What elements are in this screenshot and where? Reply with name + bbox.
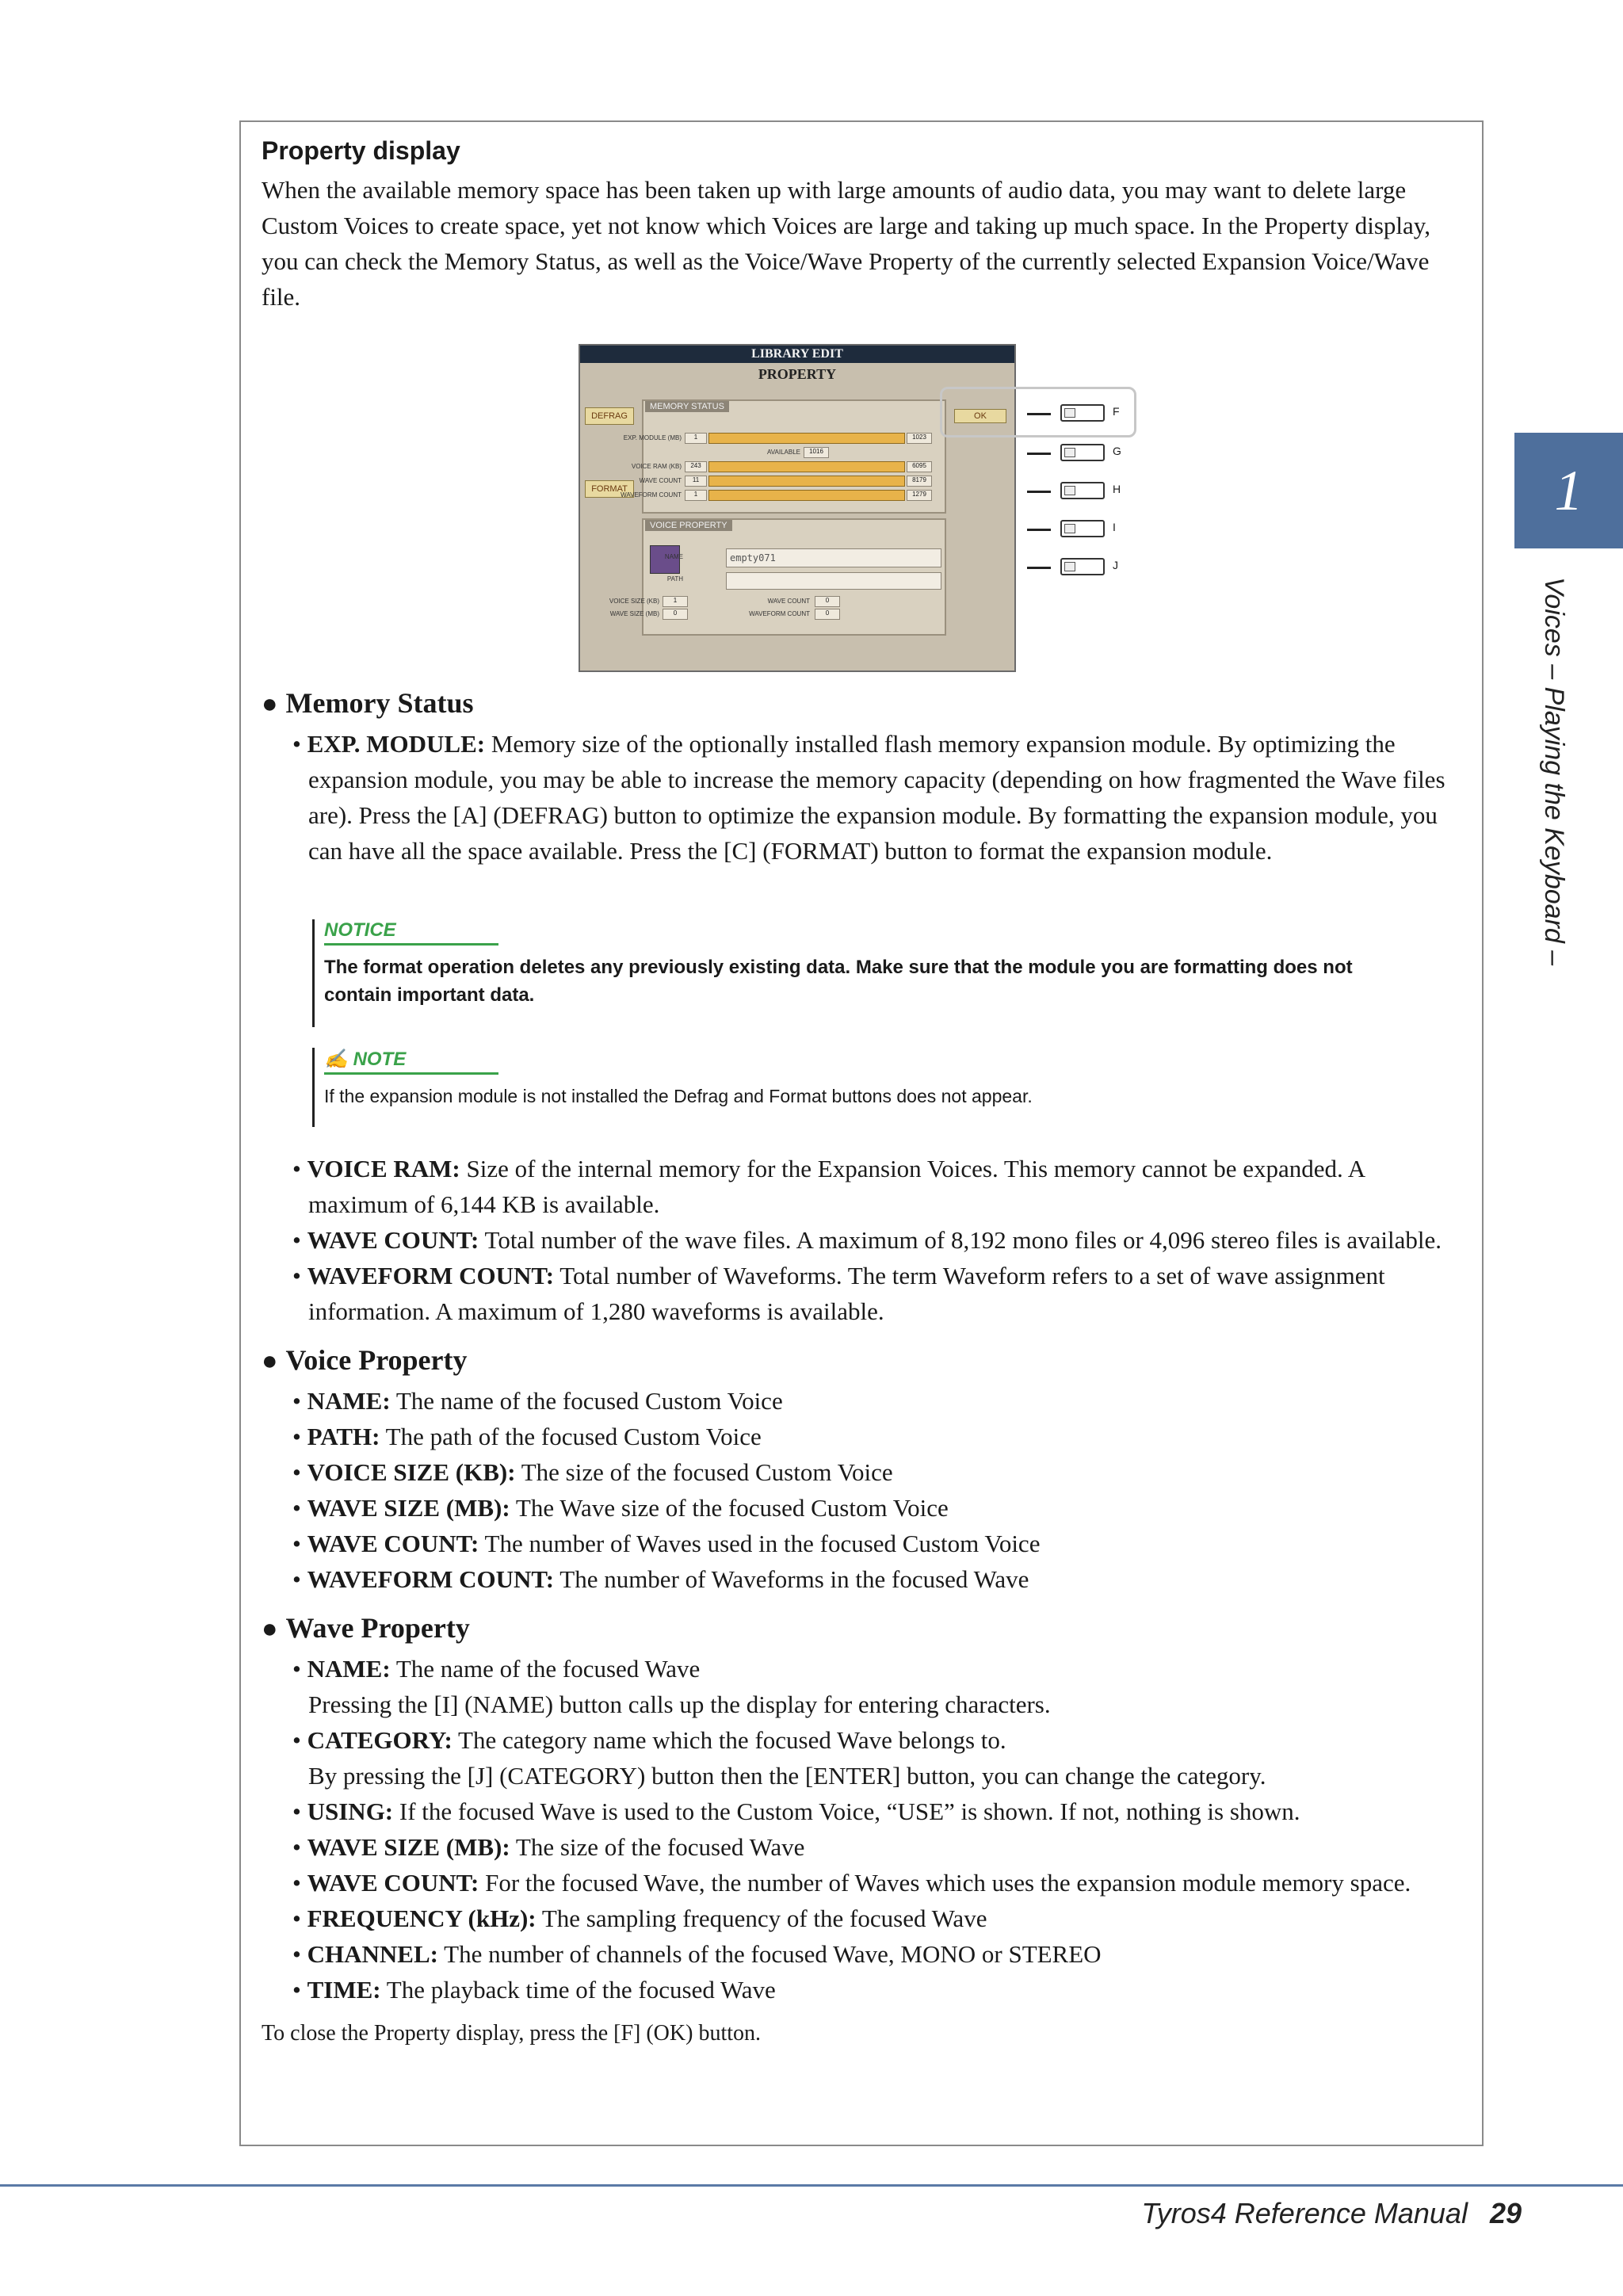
list-item: • WAVEFORM COUNT: Total number of Waveforms. The term Waveform refers to a set of wave assignment information. A maximum of 1,280 waveforms is available. — [292, 1262, 1385, 1325]
wave-count-value: 11 — [685, 476, 707, 487]
intro-text: When the available memory space has been taken up with large amounts of audio data, you may want to delete large Custom Voices to create space, yet not know which Voices are large and taking up much space. In the Property display, you can check the Memory Status, as well as the Voice/Wave Property of the currently selected Expansion Voice/Wave file. — [262, 176, 1431, 311]
list-item: • PATH: The path of the focused Custom Voice — [292, 1423, 762, 1450]
wave-size-value: 0 — [663, 609, 688, 620]
list-item: • WAVEFORM COUNT: The number of Waveforms in the focused Wave — [292, 1565, 1029, 1593]
list-item: • USING: If the focused Wave is used to the Custom Voice, “USE” is shown. If not, nothing is shown. — [292, 1797, 1300, 1825]
wc-label: WAVE COUNT — [767, 598, 810, 605]
list-item: • VOICE SIZE (KB): The size of the focused Custom Voice — [292, 1458, 893, 1486]
memory-status-tab: MEMORY STATUS — [645, 401, 729, 412]
list-item: • CATEGORY: The category name which the focused Wave belongs to. — [292, 1726, 1006, 1754]
waveform-count-value: 1 — [685, 490, 707, 501]
list-item: • WAVE COUNT: The number of Waves used in the focused Custom Voice — [292, 1530, 1041, 1557]
list-item: • WAVE SIZE (MB): The size of the focused Wave — [292, 1833, 805, 1861]
note-label: NOTE — [353, 1049, 407, 1070]
path-field[interactable] — [726, 572, 941, 590]
box-content — [262, 136, 1466, 315]
button-label-h: H — [1113, 483, 1121, 495]
closing-text: To close the Property display, press the [F] (OK) button. — [262, 2021, 761, 2046]
bullet-icon: ● — [262, 690, 278, 719]
wave-count-bar — [708, 476, 905, 487]
wave-count-total: 8179 — [907, 476, 932, 487]
name-field[interactable]: empty071 — [726, 548, 941, 567]
memory-items — [262, 1151, 1466, 2051]
defrag-button[interactable]: DEFRAG — [585, 407, 634, 425]
pencil-icon: ✍ — [324, 1049, 353, 1070]
manual-name: Tyros4 Reference Manual — [1141, 2197, 1468, 2229]
voice-ram-value: 243 — [685, 461, 707, 472]
exp-module-value: 1 — [685, 433, 707, 444]
path-label: PATH — [666, 575, 683, 583]
list-item: • WAVE SIZE (MB): The Wave size of the focused Custom Voice — [292, 1494, 949, 1522]
page-footer — [1141, 2197, 1522, 2230]
list-item: • FREQUENCY (kHz): The sampling frequency of the focused Wave — [292, 1904, 987, 1932]
voice-property-tab: VOICE PROPERTY — [645, 520, 732, 531]
waveform-count-bar — [708, 490, 905, 501]
chapter-number: 1 — [1514, 433, 1623, 548]
wfc-label: WAVEFORM COUNT — [749, 610, 810, 617]
notice-text-line2: contain important data. — [324, 984, 535, 1006]
voice-size-label: VOICE SIZE (KB) — [609, 598, 659, 605]
notice-label: NOTICE — [324, 919, 498, 946]
ok-highlight-ring — [940, 387, 1136, 437]
button-label-i: I — [1113, 521, 1116, 533]
waveform-count-label: WAVEFORM COUNT — [621, 491, 682, 499]
name-label: NAME — [664, 553, 683, 560]
list-item: • NAME: The name of the focused Wave — [292, 1655, 701, 1683]
available-value: 1016 — [804, 447, 829, 458]
list-item: • VOICE RAM: Size of the internal memory for the Expansion Voices. This memory cannot be expanded. A maximum of 6,144 KB is available. — [292, 1155, 1365, 1218]
note-text: If the expansion module is not installed the Defrag and Format buttons does not appear. — [324, 1086, 1033, 1106]
list-item: • TIME: The playback time of the focused Wave — [292, 1976, 776, 2004]
exp-module-label: EXP. MODULE (MB) — [623, 434, 682, 441]
button-label-f: F — [1113, 405, 1120, 418]
exp-module-bar — [708, 433, 905, 444]
list-item: • NAME: The name of the focused Custom Voice — [292, 1387, 783, 1415]
available-label: AVAILABLE — [767, 449, 800, 456]
memory-status-section — [262, 685, 1466, 869]
voice-ram-bar — [708, 461, 905, 472]
list-item: • CHANNEL: The number of channels of the focused Wave, MONO or STEREO — [292, 1940, 1102, 1968]
button-label-j: J — [1113, 559, 1118, 571]
list-item-sub: Pressing the [I] (NAME) button calls up the display for entering characters. — [308, 1690, 1051, 1718]
waveform-count-total: 1279 — [907, 490, 932, 501]
wfc-value: 0 — [815, 609, 840, 620]
note-block — [312, 1048, 1033, 1127]
wave-property-heading: Wave Property — [285, 1612, 470, 1644]
list-item: • WAVE COUNT: For the focused Wave, the number of Waves which uses the expansion module memory space. — [292, 1869, 1411, 1897]
screen-subtitle: PROPERTY — [758, 366, 837, 382]
bullet-icon: ● — [262, 1347, 278, 1376]
chapter-title: Voices – Playing the Keyboard – — [1539, 577, 1569, 966]
wave-count-label: WAVE COUNT — [639, 477, 682, 484]
wc-value: 0 — [815, 596, 840, 607]
button-label-g: G — [1113, 445, 1121, 457]
memory-status-heading: Memory Status — [285, 687, 474, 719]
notice-block — [312, 919, 1353, 1027]
voice-ram-label: VOICE RAM (KB) — [631, 463, 682, 470]
list-item: • WAVE COUNT: Total number of the wave files. A maximum of 8,192 mono files or 4,096 stereo files is available. — [292, 1226, 1442, 1254]
list-item-sub: By pressing the [J] (CATEGORY) button then the [ENTER] button, you can change the category. — [308, 1762, 1266, 1790]
notice-text-line1: The format operation deletes any previously existing data. Make sure that the module you are formatting does not — [324, 957, 1353, 978]
voice-ram-total: 6095 — [907, 461, 932, 472]
screen-title: LIBRARY EDIT — [580, 346, 1014, 363]
bullet-icon: ● — [262, 1614, 278, 1644]
footer-rule — [0, 2184, 1623, 2187]
page-number: 29 — [1489, 2197, 1522, 2229]
wave-size-label: WAVE SIZE (MB) — [609, 610, 659, 617]
exp-module-total: 1023 — [907, 433, 932, 444]
voice-size-value: 1 — [663, 596, 688, 607]
voice-property-heading: Voice Property — [285, 1344, 468, 1376]
list-item: • EXP. MODULE: Memory size of the optionally installed flash memory expansion module. By optimizing the expansion module, you may be able to increase the memory capacity (depending on how fragmented the Wave files are). Press the [A] (DEFRAG) button to optimize the expansion module. By formatting the expansion module, you can have all the space available. Press the [C] (FORMAT) button to format the expansion module. — [292, 730, 1445, 865]
format-button[interactable]: FORMAT — [585, 480, 634, 498]
box-title: Property display — [262, 136, 460, 165]
ok-button[interactable]: OK — [954, 409, 1006, 423]
